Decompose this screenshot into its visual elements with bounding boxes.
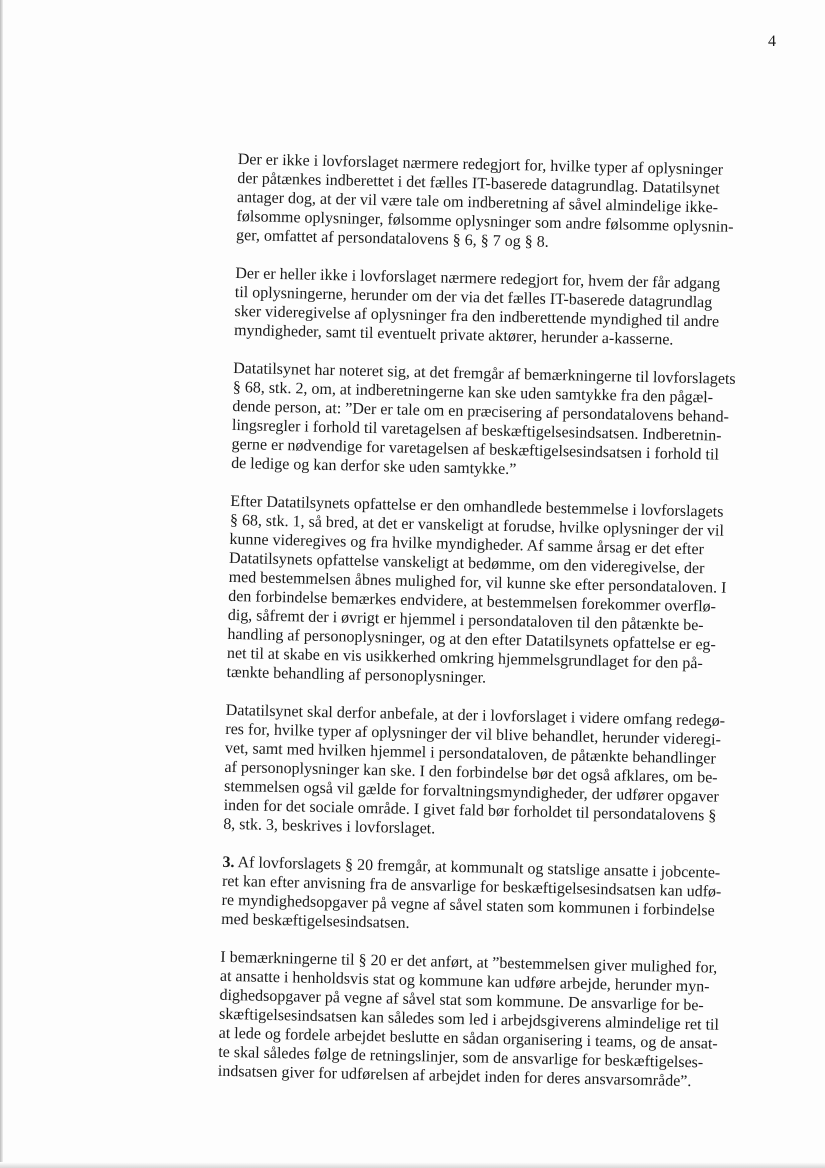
body-text [217,150,766,1111]
paragraph-5: Datatilsynet skal derfor anbefale, at der i lovforslaget i videre omfang redegø- res for, hvilke typer af oplysninger der vil blive behandlet, herunder videregi- vet, samt med hvilken hjemmel i persondataloven, de påtænkte behandlinger af personoplysninger kan ske. I den forbindelse bør det også afklares, om be- stemmelsen også vil gælde for forvaltningsmyndigheder, der udfører opgaver inden for det sociale område. I givet fald bør forholdet til persondatalovens § 8, stk. 3, beskrives i lovforslaget. [223,701,726,838]
paragraph-6 [221,853,751,941]
paragraph-2: Der er heller ikke i lovforslaget nærmere redegjort for, hvem der får adgang til oplysningerne, herunder om der via det fælles IT-baserede datagrundlag sker videregivelse af oplysninger fra den indberettende myndighed til andre myndigheder, samt til eventuelt private aktører, herunder a-kasserne. [233,264,721,349]
paragraph-3: Datatilsynet har noteret sig, at det fremgår af bemærkningerne til lovforslagets § 68, stk. 2, om, at indberetningerne kan ske uden samtykke fra den pågæl- dende person, at: ”Der er tale om en præcisering af persondatalovens behand- lingsregler i forhold til varetagelsen af beskæftigelsesindsatsen. Indberetnin- gerne er nødvendige for varetagelsen af beskæftigelsesindsatsen i forhold til de ledige og kan derfor ske uden samtykke.” [230,359,736,479]
section-number: 3. [222,853,235,872]
scan-bottom-edge [0,1162,825,1168]
paragraph-1: Der er ikke i lovforslaget nærmere redegjort for, hvilke typer af oplysninger der påtænkes indberettet i det fælles IT-baserede datagrundlag. Datatilsynet antager dog, at der vil være tale om indberetning af såvel almindelige ikke- følsomme oplysninger, følsomme oplysninger som andre følsomme oplysnin- ger, omfattet af persondatalovens § 6, § 7 og § 8. [235,150,734,251]
paragraph-7: I bemærkningerne til § 20 er det anført, at ”bestemmelsen giver mulighed for, at ansatte i henholdsvis stat og kommune kan udføre arbejde, herunder myn- dighedsopgaver på vegne af såvel stat som kommune. De ansvarlige for be- skæftigelsesindsatsen kan således som led i arbejdsgiverens almindelige ret til at lede og fordele arbejdet beslutte en sådan organisering i teams, og de ansat- te skal således følge de retningslinjer, som de ansvarlige for beskæftigelses- indsatsen giver for udførelsen af arbejdet inden for deres ansvarsområde”. [217,948,720,1091]
page-number: 4 [768,33,776,50]
paragraph-4: Efter Datatilsynets opfattelse er den omhandlede bestemmelse i lovforslagets § 68, stk. 1, så bred, at det er vanskeligt at forudse, hvilke oplysninger der vil kunne videregives og fra hvilke myndigheder. Af samme årsag er det efter Datatilsynets opfattelse vanskeligt at bedømme, om den videregivelse, der med bestemmelsen åbnes mulighed for, vil kunne ske efter persondataloven. I den forbindelse bemærkes endvidere, at bestemmelsen forekommer overflø- dig, såfremt der i øvrigt er hjemmel i persondataloven til den påtænkte be- handling af personoplysninger, og at den efter Datatilsynets opfattelse er eg- net til at skabe en vis usikkerhed omkring hjemmelsgrundlaget for den på- tænkte behandling af personoplysninger. [226,492,727,687]
paragraph-6-text: Af lovforslagets § 20 fremgår, at kommunalt og statslige ansatte i jobcente- ret kan efter anvisning fra de ansvarlige for beskæftigelsesindsatsen kan udfø- re myndighedsopgaver på vegne af såvel staten som kommunen i forbindelse med beskæftigelsesindsatsen. [221,854,722,932]
scan-left-edge [0,0,3,1168]
